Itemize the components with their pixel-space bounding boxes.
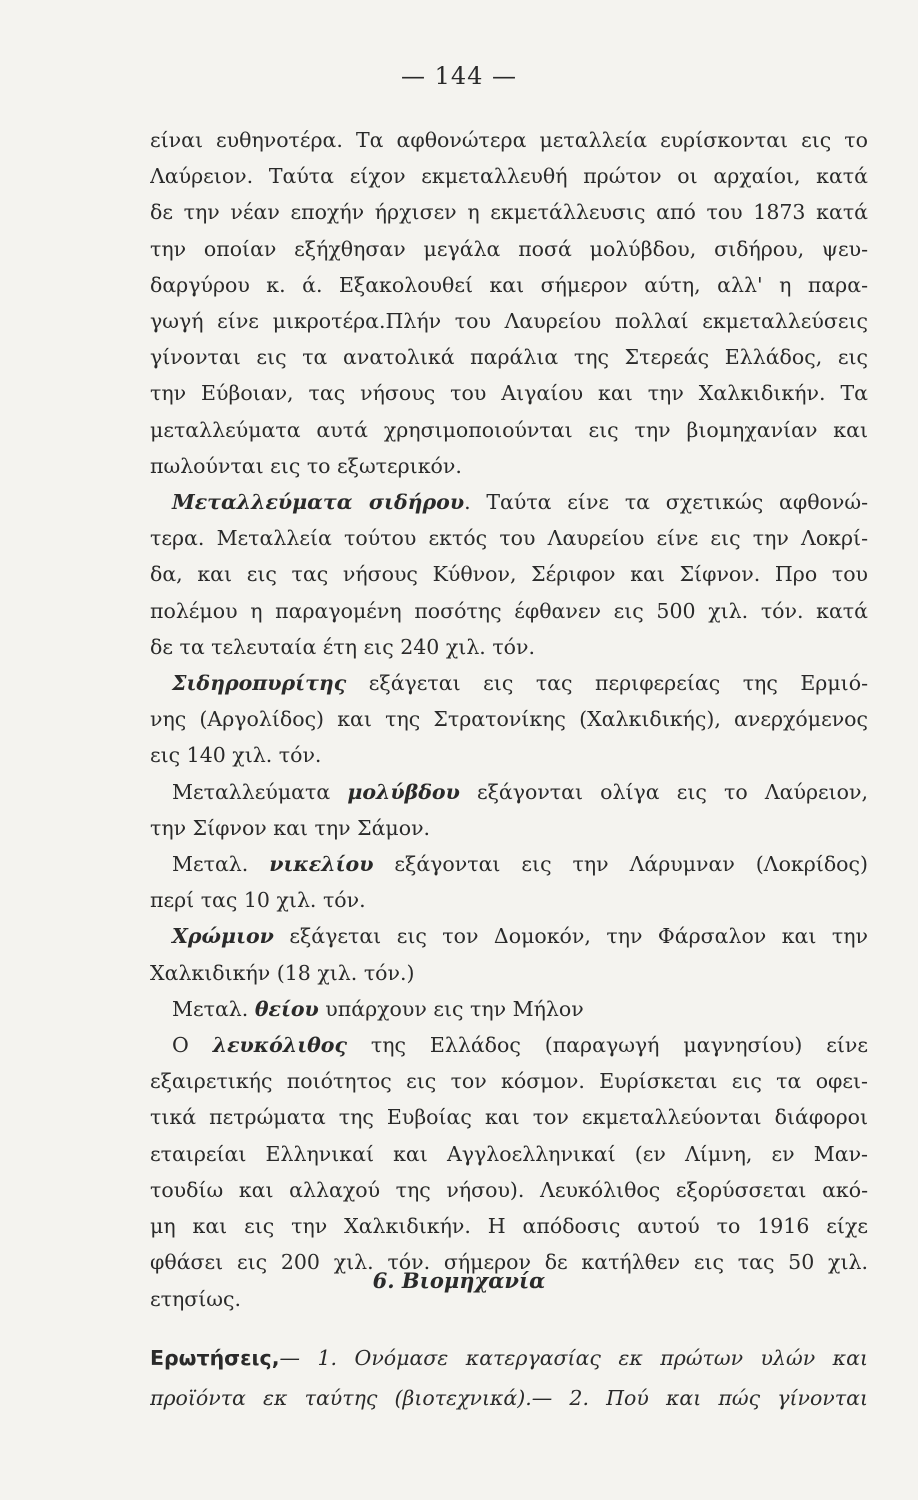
text-run: τερα. Μεταλλεία τούτου εκτός του Λαυρείου είνε εις την Λοκρί-: [150, 526, 868, 551]
text-run: δαργύρου κ. ά. Εξακολουθεί και σήμερον αύτη, αλλ' η παρα-: [150, 272, 868, 297]
text-line: [150, 1136, 868, 1172]
text-run: πολέμου η παραγομένη ποσότης έφθανεν εις 500 χιλ. τόν. κατά: [150, 598, 868, 623]
text-run: την Εύβοιαν, τας νήσους του Αιγαίου και την Χαλκιδικήν. Τα: [150, 381, 868, 406]
text-line: [150, 1027, 868, 1063]
text-run: Μεταλ.: [172, 852, 270, 877]
questions-block: [150, 1338, 868, 1418]
bold-term: μολύβδου: [347, 779, 460, 804]
section-heading: 6. Βιομηχανία: [372, 1268, 546, 1293]
text-line: [150, 846, 868, 882]
text-line: [150, 231, 868, 267]
text-line: [150, 774, 868, 810]
text-run: εις 140 χιλ. τόν.: [150, 743, 322, 768]
text-run: εξαιρετικής ποιότητος εις τον κόσμον. Ευρίσκεται εις τα οφει-: [150, 1069, 868, 1094]
text-line: [150, 593, 868, 629]
questions-line-1-text: — 1. Ονόμασε κατεργασίας εκ πρώτων υλών και: [279, 1346, 868, 1370]
text-run: εξάγονται ολίγα εις το Λαύρειον,: [459, 779, 868, 804]
text-run: τουδίω και αλλαχού της νήσου). Λευκόλιθος εξορύσσεται ακό-: [150, 1177, 868, 1202]
text-run: τικά πετρώματα της Ευβοίας και τον εκμεταλλεύονται διάφοροι: [150, 1105, 868, 1130]
text-line: [150, 629, 868, 665]
questions-line-1: [150, 1338, 868, 1378]
text-run: Μεταλλεύματα: [172, 779, 348, 804]
text-line: [150, 810, 868, 846]
text-run: την Σίφνον και την Σάμον.: [150, 815, 431, 840]
text-run: εξάγεται εις τας περιφερείας της Ερμιό-: [346, 671, 868, 696]
text-line: [150, 955, 868, 991]
text-line: [150, 1172, 868, 1208]
text-line: [150, 303, 868, 339]
text-run: δε τα τελευταία έτη εις 240 χιλ. τόν.: [150, 634, 536, 659]
text-run: εξάγεται εις τον Δομοκόν, την Φάρσαλον και την: [273, 924, 868, 949]
text-run: την οποίαν εξήχθησαν μεγάλα ποσά μολύβδου, σιδήρου, ψευ-: [150, 236, 868, 261]
text-line: [150, 737, 868, 773]
text-run: μεταλλεύματα αυτά χρησιμοποιούνται εις την βιομηχανίαν και: [150, 417, 868, 442]
bold-term: λευκόλιθος: [212, 1033, 347, 1058]
text-run: δε την νέαν εποχήν ήρχισεν η εκμετάλλευσις από του 1873 κατά: [150, 200, 868, 225]
questions-label: Ερωτήσεις,: [150, 1346, 280, 1370]
bold-term: θείου: [254, 996, 319, 1021]
text-line: [150, 158, 868, 194]
questions-line-2: προϊόντα εκ ταύτης (βιοτεχνικά).— 2. Πού και πώς γίνονται: [150, 1386, 868, 1410]
text-line: [150, 412, 868, 448]
text-run: φθάσει εις 200 χιλ. τόν. σήμερον δε κατήλθεν εις τας 50 χιλ.: [150, 1250, 868, 1275]
text-line: [150, 520, 868, 556]
body-text: [150, 122, 868, 1317]
text-line: [150, 882, 868, 918]
text-run: μη και εις την Χαλκιδικήν. Η απόδοσις αυτού το 1916 είχε: [150, 1214, 868, 1239]
text-run: γίνονται εις τα ανατολικά παράλια της Στερεάς Ελλάδος, εις: [150, 345, 868, 370]
text-run: της Ελλάδος (παραγωγή μαγνησίου) είνε: [346, 1033, 868, 1058]
bold-term: νικελίου: [269, 852, 374, 877]
text-run: ετησίως.: [150, 1286, 241, 1311]
text-line: [150, 701, 868, 737]
text-line: [150, 1099, 868, 1135]
text-line: [150, 1063, 868, 1099]
text-run: . Ταύτα είνε τα σχετικώς αφθονώ-: [464, 490, 868, 515]
text-run: Ο: [172, 1033, 213, 1058]
text-run: πωλούνται εις το εξωτερικόν.: [150, 453, 462, 478]
text-run: υπάρχουν εις την Μήλον: [318, 996, 584, 1021]
text-line: [150, 267, 868, 303]
text-line: [150, 122, 868, 158]
text-line: [150, 665, 868, 701]
text-run: Μεταλ.: [172, 996, 255, 1021]
text-line: [150, 375, 868, 411]
text-line: [150, 991, 868, 1027]
text-line: [150, 484, 868, 520]
text-run: περί τας 10 χιλ. τόν.: [150, 888, 366, 913]
text-run: Λαύρειον. Ταύτα είχον εκμεταλλευθή πρώτον οι αρχαίοι, κατά: [150, 164, 868, 189]
text-run: εξάγονται εις την Λάρυμναν (Λοκρίδος): [373, 852, 868, 877]
text-line: [150, 918, 868, 954]
bold-term: Χρώμιον: [172, 924, 274, 949]
text-run: εταιρείαι Ελληνικαί και Αγγλοελληνικαί (εν Λίμνη, εν Μαν-: [150, 1141, 868, 1166]
text-run: Χαλκιδικήν (18 χιλ. τόν.): [150, 960, 415, 985]
bold-term: Μεταλλεύματα σιδήρου: [172, 490, 465, 515]
text-line: [150, 194, 868, 230]
text-line: [150, 556, 868, 592]
text-run: δα, και εις τας νήσους Κύθνον, Σέριφον και Σίφνον. Προ του: [150, 562, 868, 587]
text-run: είναι ευθηνοτέρα. Τα αφθονώτερα μεταλλεία ευρίσκονται εις το: [150, 128, 868, 152]
text-run: νης (Αργολίδος) και της Στρατονίκης (Χαλκιδικής), ανερχόμενος: [150, 707, 868, 732]
text-line: [150, 1208, 868, 1244]
text-run: γωγή είνε μικροτέρα.Πλήν του Λαυρείου πολλαί εκμεταλλεύσεις: [150, 309, 868, 334]
page-number: — 144 —: [400, 62, 518, 90]
text-line: [150, 448, 868, 484]
bold-term: Σιδηροπυρίτης: [172, 671, 347, 696]
text-line: [150, 339, 868, 375]
